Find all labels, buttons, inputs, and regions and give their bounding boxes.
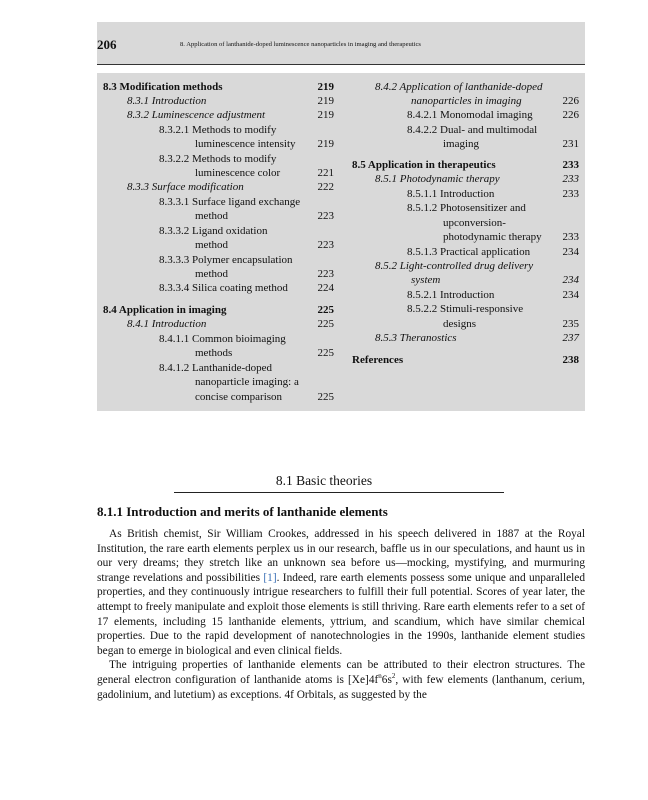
toc-entry[interactable]: 8.3.3.2 Ligand oxidation: [159, 225, 268, 237]
toc-entry[interactable]: methods: [195, 347, 233, 359]
toc-entry[interactable]: 8.3.3.1 Surface ligand exchange: [159, 196, 301, 208]
toc-page: 226: [562, 95, 579, 107]
toc-page: 237: [562, 332, 579, 344]
toc-entry[interactable]: 8.4.1.2 Lanthanide-doped: [159, 362, 273, 374]
toc-page: 223: [317, 239, 334, 251]
paragraph-text: , with few elements (lanthanum, cerium, gadolinium, and lutetium) as exceptions. 4f Orbitals, as suggested by the: [97, 673, 585, 701]
page-number: 206: [97, 37, 117, 52]
toc-entry[interactable]: 8.5.1.2 Photosensitizer and: [407, 202, 526, 214]
toc-page: 225: [317, 347, 334, 359]
toc-entry[interactable]: 8.3.3 Surface modification: [127, 181, 244, 193]
toc-page: 224: [317, 282, 334, 294]
paragraph-text: As British chemist, Sir William Crookes, addressed in his speech delivered in 1887 at the Royal Institution, the rare earth elements perplex us in our research, baffle us in our speculations, and haunt us in our very dreams; they stretch like an unknown sea before us—mocking, mystifying, and murmuring strange revelations and possibilities: [97, 528, 585, 584]
toc-entry[interactable]: 8.4.1 Introduction: [127, 318, 207, 330]
toc-entry[interactable]: designs: [443, 318, 476, 330]
subsection-heading: 8.1.1 Introduction and merits of lanthanide elements: [97, 504, 388, 519]
toc-entry[interactable]: 8.5.1 Photodynamic therapy: [375, 173, 500, 185]
toc-page: 235: [562, 318, 579, 330]
paragraph: [97, 527, 585, 658]
toc-entry[interactable]: luminescence intensity: [195, 138, 296, 150]
toc-entry[interactable]: nanoparticles in imaging: [411, 95, 522, 107]
toc-entry[interactable]: nanoparticle imaging: a: [195, 376, 299, 388]
toc-entry[interactable]: method: [195, 210, 228, 222]
toc-entry[interactable]: 8.5.2.2 Stimuli-responsive: [407, 303, 524, 315]
header-rule: [97, 64, 585, 65]
toc-page: 233: [562, 231, 579, 243]
toc-page: 223: [317, 210, 334, 222]
toc-entry[interactable]: method: [195, 268, 228, 280]
paragraph-text: The intriguing properties of lanthanide elements can be attributed to their electron structures. The general electron configuration of lanthanide atoms is [Xe]4f: [97, 659, 585, 686]
toc-entry[interactable]: 8.5.2.1 Introduction: [407, 289, 495, 301]
body-text: [97, 527, 585, 702]
toc-entry[interactable]: 8.3.3.4 Silica coating method: [159, 282, 288, 294]
paragraph-text: 6s: [381, 673, 392, 686]
toc-page: 219: [317, 138, 334, 150]
toc-page: 219: [317, 81, 334, 93]
toc-entry[interactable]: system: [411, 274, 441, 286]
paragraph-text: . Indeed, rare earth elements possess some unique and unparalleled properties, and they continuously intrigue researchers to fulfill their full potential. Scores of year later, the attempt to freely manipulate and exploit those elements is still thriving. Rare earth elements refer to a set of 17 elements, including 15 lanthanide elements, yttrium, and scandium, which have similar chemical properties. Due to the rapid development of nanotechnologies in the 1990s, lanthanide element studies began to emerge in biological and even clinical fields.: [97, 571, 585, 657]
toc-entry[interactable]: 8.3.2.2 Methods to modify: [159, 153, 277, 165]
toc-entry[interactable]: 8.4.2 Application of lanthanide-doped: [375, 81, 543, 93]
toc-entry[interactable]: 8.3.2.1 Methods to modify: [159, 124, 277, 136]
toc-page: 233: [562, 173, 579, 185]
toc-entry[interactable]: 8.3.2 Luminescence adjustment: [127, 109, 266, 121]
toc-page: 234: [562, 246, 579, 258]
toc-entry[interactable]: concise comparison: [195, 391, 283, 403]
toc-page: 233: [562, 159, 579, 171]
toc-page: 222: [317, 181, 334, 193]
toc-entry[interactable]: 8.3 Modification methods: [103, 81, 223, 93]
toc-page: 219: [317, 95, 334, 107]
citation-link[interactable]: [1]: [263, 571, 277, 584]
toc-page: 225: [317, 391, 334, 403]
toc-page: 234: [562, 289, 579, 301]
toc-page: 219: [317, 109, 334, 121]
toc-page: 226: [562, 109, 579, 121]
running-title: 8. Application of lanthanide-doped luminescence nanoparticles in imaging and therapeutics: [180, 41, 421, 48]
toc-entry[interactable]: 8.5.2 Light-controlled drug delivery: [375, 260, 534, 272]
toc-entry[interactable]: photodynamic therapy: [443, 231, 542, 243]
superscript: 2: [391, 671, 396, 680]
toc-page: 223: [317, 268, 334, 280]
section-rule: [174, 492, 504, 493]
toc-page: 233: [562, 188, 579, 200]
toc-entry[interactable]: 8.5 Application in therapeutics: [352, 159, 496, 171]
toc-entry[interactable]: method: [195, 239, 228, 251]
toc-page: 221: [317, 167, 334, 179]
toc-page: 231: [562, 138, 579, 150]
toc-entry[interactable]: 8.5.3 Theranostics: [375, 332, 457, 344]
toc-entry[interactable]: 8.5.1.3 Practical application: [407, 246, 531, 258]
toc-entry[interactable]: 8.4.2.2 Dual- and multimodal: [407, 124, 538, 136]
toc-page: 225: [317, 304, 334, 316]
toc-entry[interactable]: 8.4 Application in imaging: [103, 304, 227, 316]
toc-entry[interactable]: 8.5.1.1 Introduction: [407, 188, 495, 200]
toc-entry[interactable]: 8.4.1.1 Common bioimaging: [159, 333, 286, 345]
toc-entry[interactable]: References: [352, 354, 404, 366]
toc-page: 225: [317, 318, 334, 330]
toc-entry[interactable]: upconversion-: [443, 217, 506, 229]
toc-entry[interactable]: 8.3.3.3 Polymer encapsulation: [159, 254, 293, 266]
superscript: n: [378, 671, 382, 680]
section-heading: 8.1 Basic theories: [275, 473, 373, 488]
toc-entry[interactable]: 8.3.1 Introduction: [127, 95, 207, 107]
toc-entry[interactable]: 8.4.2.1 Monomodal imaging: [407, 109, 533, 121]
toc-entry[interactable]: luminescence color: [195, 167, 281, 179]
toc-entry[interactable]: imaging: [443, 138, 480, 150]
toc-page: 238: [562, 354, 579, 366]
toc-page: 234: [562, 274, 579, 286]
paragraph: [97, 658, 585, 702]
